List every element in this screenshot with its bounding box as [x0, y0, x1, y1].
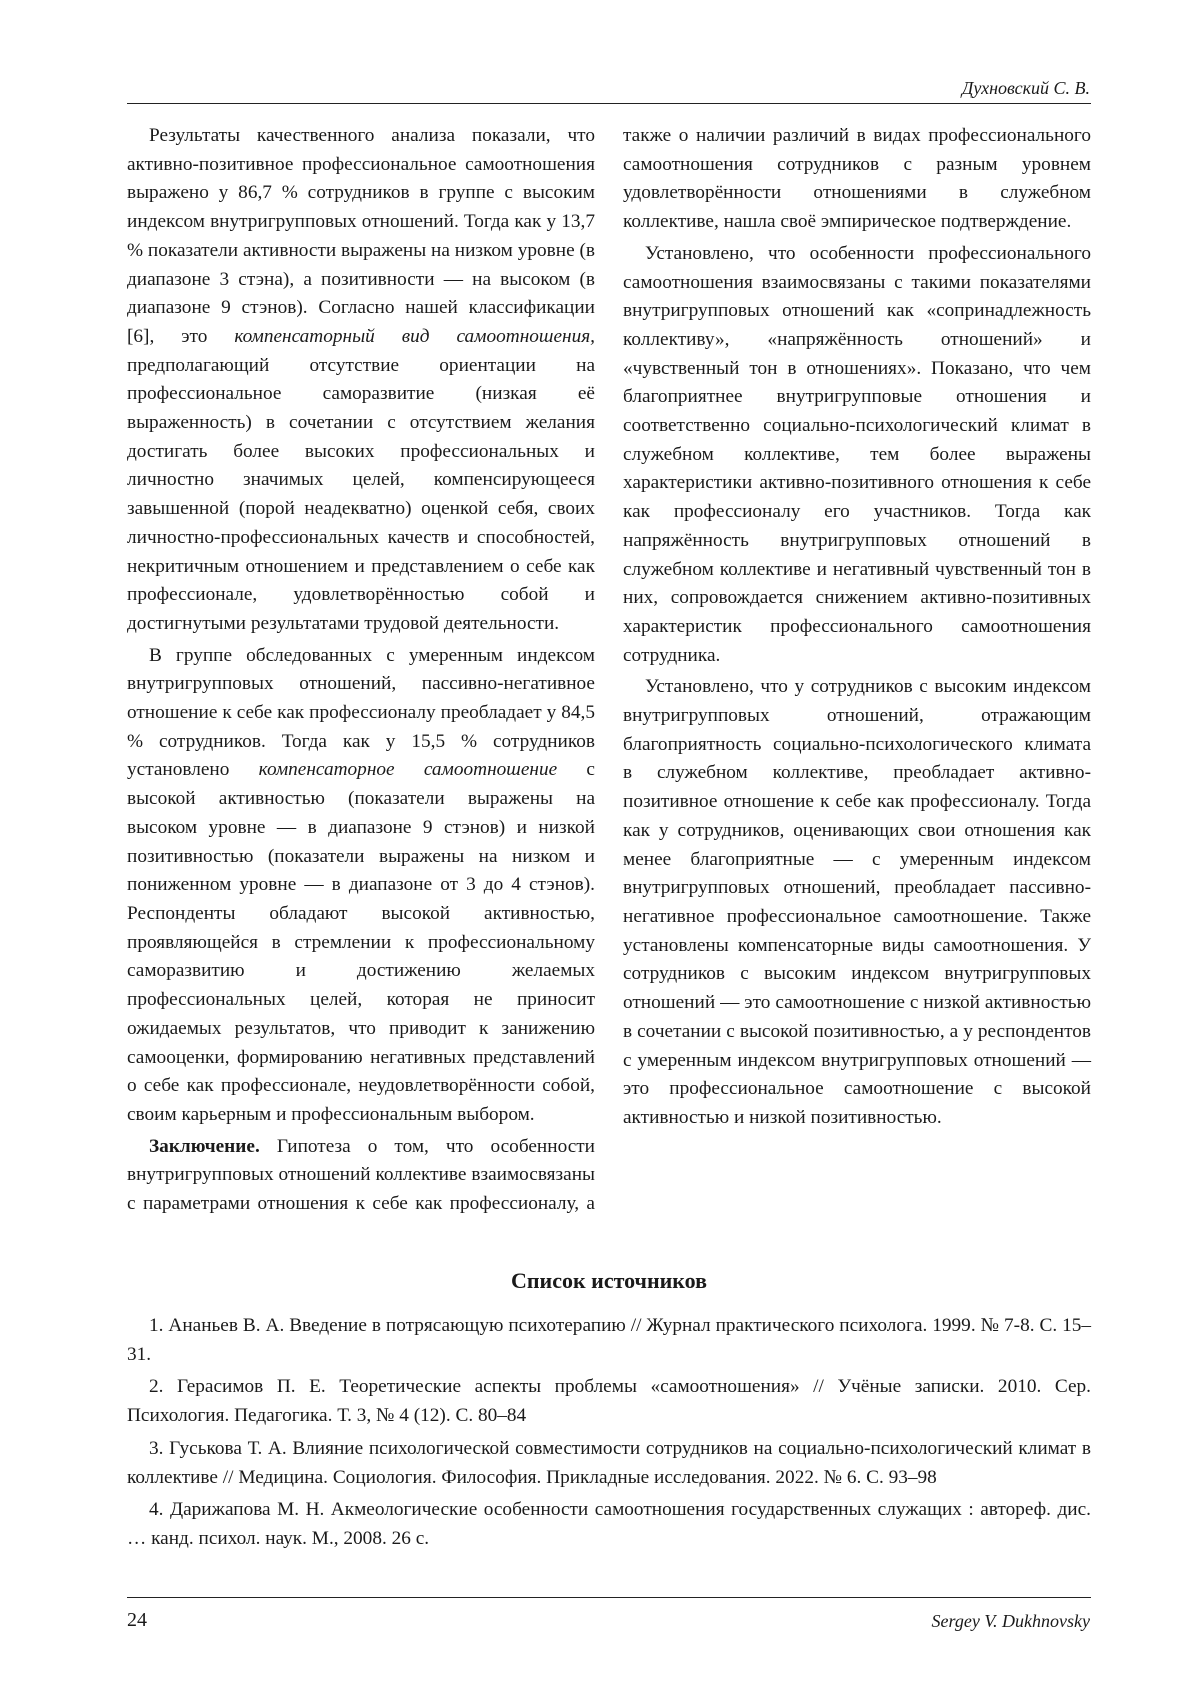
paragraph-conclusion: Заключение. Гипотеза о том, что особенности внутригрупповых отношений коллективе взаимосвязаны с параметрами отношения к себе как профессионалу, а также о наличии различий в видах профессионального самоотношения сотрудников с разным уровнем удовлетворённости отношениями в служебном коллективе, нашла своё эмпирическое подтверждение.	[127, 125, 1091, 1215]
conclusion-label: Заключение.	[149, 1135, 260, 1157]
paragraph-established-types: Установлено, что у сотрудников с высоким индексом внутригрупповых отношений, отражающим благоприятность социально-психологического климата в служебном коллективе, преобладает активно-позитивное отношение к себе как профессионалу. Тогда как у сотрудников, оценивающих свои отношения как менее благоприятные — с умеренным индексом внутригрупповых отношений, преобладает пассивно-негативное профессиональное самоотношение. Также установлены компенсаторные виды самоотношения. У сотрудников с высоким индексом внутригрупповых отношений — это самоотношение с низкой активностью в сочетании с высокой позитивностью, а у респондентов с умеренным индексом внутригрупповых отношений — это профессиональное самоотношение с высокой активностью и низкой позитивностью.	[623, 676, 1091, 1128]
emphasis-compensatory-type: компенсаторный вид самоотношения,	[234, 325, 595, 347]
reference-item: 3. Гуськова Т. А. Влияние психологической совместимости сотрудников на социально-психологический климат в коллективе // Медицина. Социология. Философия. Прикладные исследования. 2022. № 6. С. 93–98	[127, 1437, 1091, 1488]
references-list	[127, 1312, 1091, 1558]
header-rule	[127, 103, 1091, 104]
running-footer-author: Sergey V. Dukhnovsky	[931, 1611, 1090, 1631]
references-title: Список источников	[510, 1268, 708, 1293]
article-body	[127, 122, 1091, 1244]
emphasis-compensatory-self-attitude: компенсаторное самоотношение	[258, 759, 558, 781]
reference-item: 4. Дарижапова М. Н. Акмеологические особенности самоотношения государственных служащих : автореф. дис. … канд. психол. наук. М., 2008. 26 с.	[127, 1499, 1091, 1549]
paragraph-established-relations: Установлено, что особенности профессионального самоотношения взаимосвязаны с такими показателями внутригрупповых отношений как «сопринадлежность коллективу», «напряжённость отношений» и «чувственный тон в отношениях». Показано, что чем благоприятнее внутригрупповые отношения и соответственно социально-психологический климат в служебном коллективе, тем более выражены характеристики активно-позитивного отношения к себе как профессионалу его участников. Тогда как напряжённость внутригрупповых отношений в служебном коллективе и негативный чувственный тон в них, сопровождается снижением активно-позитивных характеристик профессионального самоотношения сотрудника.	[623, 242, 1091, 666]
paragraph-results-high-index: Результаты качественного анализа показали, что активно-позитивное профессиональное самоотношения выражено у 86,7 % сотрудников в группе с высоким индексом внутригрупповых отношений. Тогда как у 13,7 % показатели активности выражены на низком уровне (в диапазоне 3 стэна), а позитивности — на высоком (в диапазоне 9 стэнов). Согласно нашей классификации [6], это компенсаторный вид самоотношения, предполагающий отсутствие ориентации на профессиональное саморазвитие (низкая её выраженность) в сочетании с отсутствием желания достигать более высоких профессиональных и личностно значимых целей, компенсирующееся завышенной (порой неадекватно) оценкой себя, своих личностно-профессиональных качеств и способностей, некритичным отношением и представлением о себе как профессионале, удовлетворённостью собой и достигнутыми результатами трудовой деятельности.	[127, 125, 595, 634]
running-header-author: Духновский С. В.	[961, 78, 1090, 98]
paragraph-results-moderate-index: В группе обследованных с умеренным индексом внутригрупповых отношений, пассивно-негативное отношение к себе как профессионалу преобладает у 84,5 % сотрудников. Тогда как у 15,5 % сотрудников установлено компенсаторное самоотношение с высокой активностью (показатели выражены на высоком уровне — в диапазоне 9 стэнов) и низкой позитивностью (показатели выражены на низком и пониженном уровне — в диапазоне от 3 до 4 стэнов). Респонденты обладают высокой активностью, проявляющейся в стремлении к профессиональному саморазвитию и достижению желаемых профессиональных целей, которая не приносит ожидаемых результатов, что приводит к занижению самооценки, формированию негативных представлений о себе как профессионале, неудовлетворённости собой, своим карьерным и профессиональным выбором.	[127, 644, 595, 1125]
page-number: 24	[127, 1609, 147, 1631]
footer-rule	[127, 1597, 1091, 1598]
reference-item: 1. Ананьев В. А. Введение в потрясающую психотерапию // Журнал практического психолога. 1999. № 7-8. С. 15–31.	[127, 1315, 1091, 1365]
reference-item: 2. Герасимов П. Е. Теоретические аспекты проблемы «самоотношения» // Учёные записки. 2010. Сер. Психология. Педагогика. Т. 3, № 4 (12). С. 80–84	[127, 1376, 1091, 1427]
